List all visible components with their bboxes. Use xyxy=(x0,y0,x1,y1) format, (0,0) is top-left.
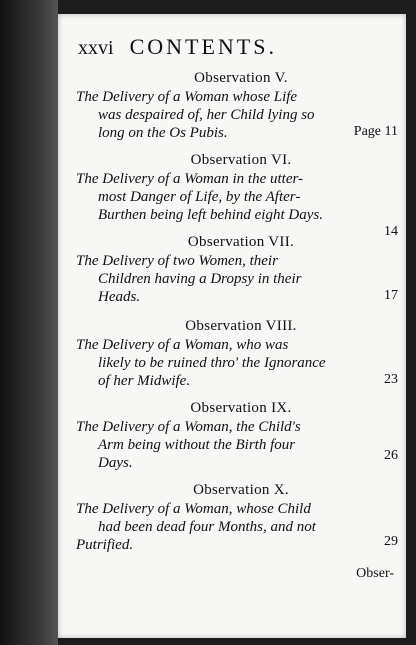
observation-heading: Observation X. xyxy=(193,482,289,498)
catchword: Obser- xyxy=(356,566,394,581)
observation-text xyxy=(76,500,406,554)
page-reference: 14 xyxy=(384,224,398,239)
text-line: The Delivery of two Women, their xyxy=(76,253,278,269)
page-header xyxy=(78,34,398,60)
observation-text xyxy=(76,418,406,472)
contents-entry-10 xyxy=(76,482,406,554)
text-line: likely to be ruined thro' the Ignorance xyxy=(98,355,326,371)
observation-text xyxy=(76,336,406,390)
observation-heading: Observation VI. xyxy=(190,152,292,168)
page-reference: 26 xyxy=(384,448,398,463)
contents-entry-5 xyxy=(76,70,406,142)
contents-entry-7 xyxy=(76,234,406,306)
observation-heading: Observation VIII. xyxy=(185,318,297,334)
contents-entry-8 xyxy=(76,318,406,390)
page-reference: 29 xyxy=(384,534,398,549)
text-line: Burthen being left behind eight Days. xyxy=(98,207,323,223)
page-reference: 23 xyxy=(384,372,398,387)
book-edge xyxy=(0,0,58,645)
page-reference: 17 xyxy=(384,288,398,303)
observation-heading: Observation IX. xyxy=(190,400,292,416)
text-line: The Delivery of a Woman, who was xyxy=(76,337,289,353)
contents-entry-9 xyxy=(76,400,406,472)
observation-text xyxy=(76,252,406,306)
contents-entry-6 xyxy=(76,152,406,239)
text-line: The Delivery of a Woman, the Child's xyxy=(76,419,301,435)
text-line: The Delivery of a Woman, whose Child xyxy=(76,501,311,517)
text-line: of her Midwife. xyxy=(98,373,191,389)
text-line: Heads. xyxy=(98,289,141,305)
observation-heading: Observation V. xyxy=(194,70,288,86)
text-line: Children having a Dropsy in their xyxy=(98,271,302,287)
text-line: The Delivery of a Woman in the utter- xyxy=(76,171,304,187)
observation-heading: Observation VII. xyxy=(187,234,295,250)
text-line: Days. xyxy=(98,455,133,471)
page-title: CONTENTS. xyxy=(129,34,277,59)
text-line: most Danger of Life, by the After- xyxy=(98,189,301,205)
text-line: The Delivery of a Woman whose Life xyxy=(76,89,298,105)
text-line: Putrified. xyxy=(76,537,134,553)
text-line: Arm being without the Birth four xyxy=(98,437,296,453)
text-line: long on the Os Pubis. xyxy=(98,125,228,141)
text-line: was despaired of, her Child lying so xyxy=(98,107,315,123)
observation-text xyxy=(76,170,406,224)
text-line: had been dead four Months, and not xyxy=(98,519,316,535)
folio-number: xxvi xyxy=(78,37,114,59)
page-reference: Page 11 xyxy=(353,124,398,139)
book-page xyxy=(58,14,406,638)
